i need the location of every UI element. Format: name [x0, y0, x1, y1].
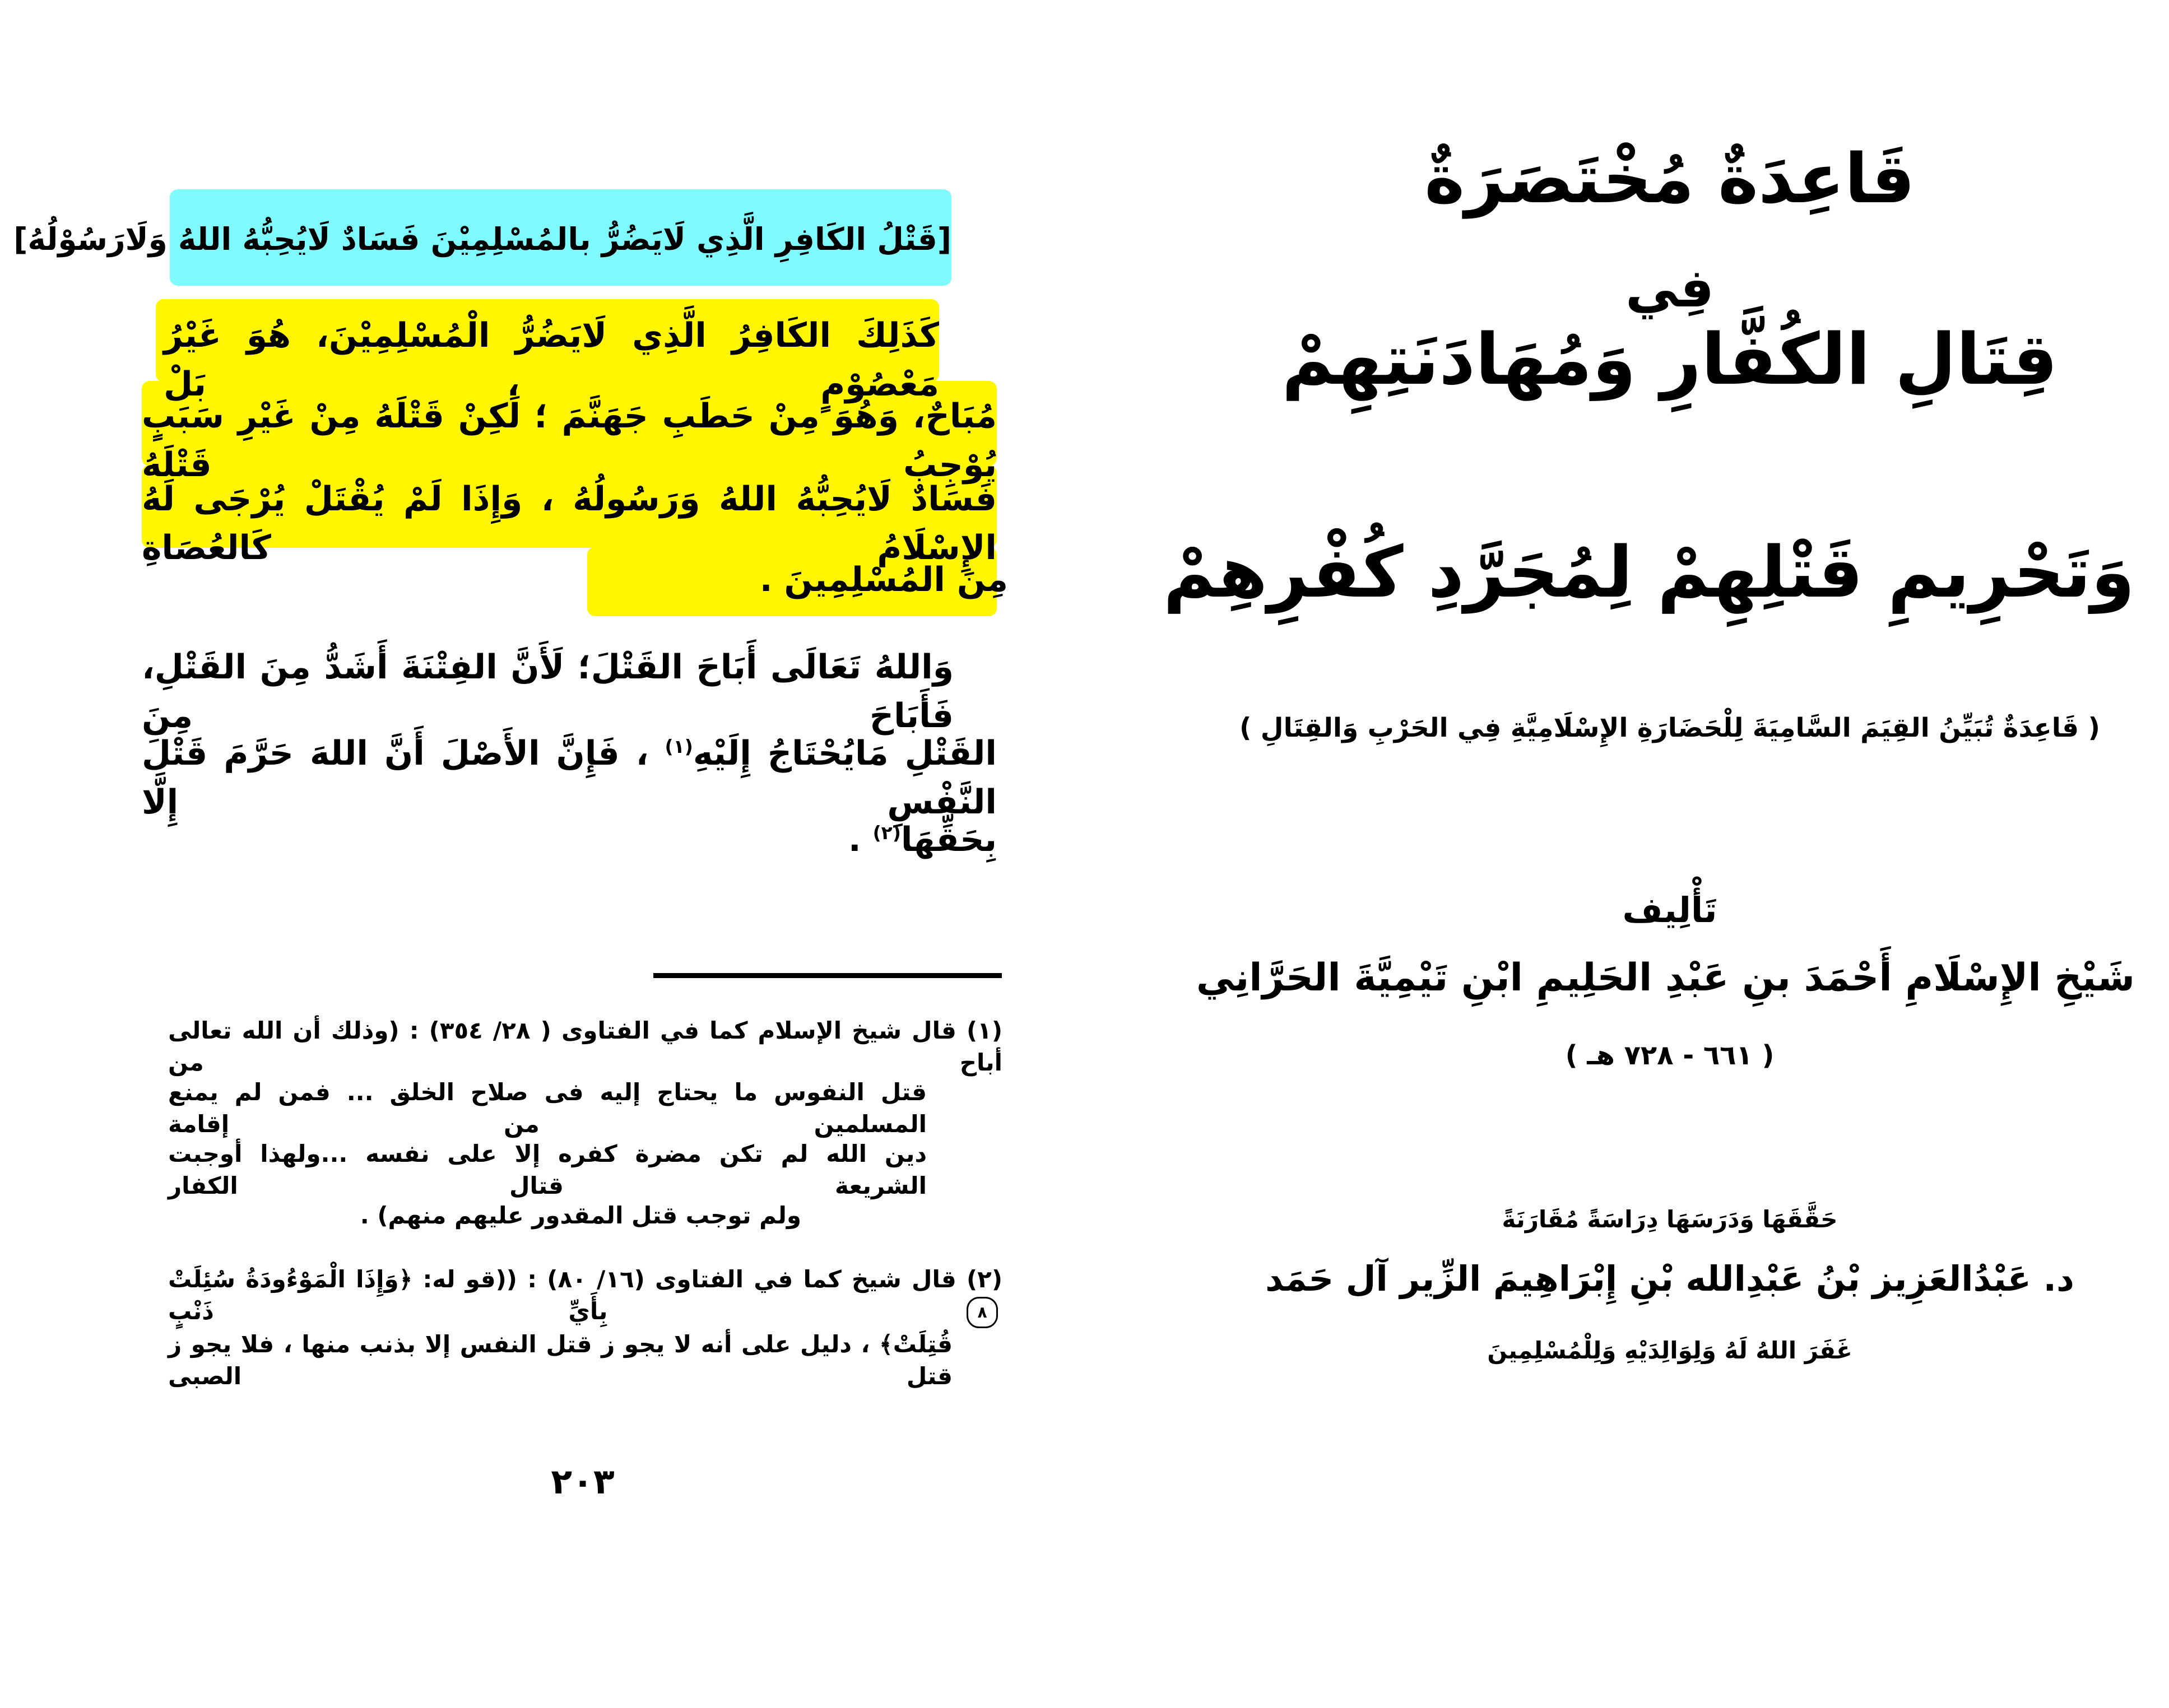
book-title-line-2: فِي	[1625, 258, 1715, 319]
footnote-reference-2: (٢)	[872, 822, 901, 844]
book-title-line-4: وَتَحْرِيمِ قَتْلِهِمْ لِمُجَرَّدِ كُفْرِهِمْ	[1163, 531, 2135, 613]
body-text: بِحَقِّهَا	[900, 820, 997, 859]
footnote-1-line: ولم توجب قتل المقدور عليهم منهم) .	[360, 1202, 801, 1229]
left-page	[0, 0, 1084, 1708]
footnote-text: ، دليل على أنه لا يجو ز قتل النفس إلا بذنب منها ، فلا يجو ز قتل الصبى	[168, 1330, 953, 1390]
footnote-1-line: دين الله لم تكن مضرة كفره إلا على نفسه ...ولهذا أوجبت الشريعة قتال الكفار	[168, 1140, 927, 1199]
footnote-text: (٢) قال شيخ كما في الفتاوى (١٦/ ٨٠) : ((قو له:	[412, 1265, 1003, 1293]
quran-bracket-close: ﴾	[879, 1330, 893, 1358]
body-text: ، فَإِنَّ الأَصْلَ أَنَّ اللهَ حَرَّمَ قَتْلَ النَّفْسِ إِلَّا	[142, 734, 997, 822]
editor-intro: حَقَّقَهَا وَدَرَسَهَا دِرَاسَةً مُقَارَنَةً	[1502, 1206, 1838, 1233]
highlighted-paragraph-line: مِنَ المُسْلِمِينَ .	[759, 560, 1008, 599]
footnote-separator-rule	[653, 973, 1002, 978]
book-title-line-3: قِتَالِ الكُفَّارِ وَمُهَادَنَتِهِمْ	[1281, 318, 2058, 401]
quran-verse-text: بِأَيِّ ذَنْبٍ	[168, 1297, 962, 1325]
footnote-2-line	[168, 1329, 953, 1392]
body-paragraph-line: وَاللهُ تَعَالَى أَبَاحَ القَتْلَ؛ لَأَنَّ الفِتْنَةَ أَشَدُّ مِنَ القَتْلِ، فَأَبَاحَ مِنَ	[142, 648, 954, 736]
footnote-1-line: (١) قال شيخ الإسلام كما في الفتاوى ( ٢٨/ ٣٥٤) : (وذلك أن الله تعالى أباح من	[168, 1017, 1003, 1076]
right-title-page	[1163, 0, 2135, 1708]
author-dates: ( ٦٦١ - ٧٢٨ هـ )	[1565, 1040, 1775, 1071]
quran-verse-text: قُتِلَتْ	[893, 1330, 953, 1358]
byline-label: تَأْلِيف	[1622, 890, 1717, 930]
body-text: .	[848, 820, 873, 859]
editor-dua: غَفَرَ اللهُ لَهُ وَلِوَالِدَيْهِ وَلِلْمُسْلِمِينَ	[1487, 1337, 1852, 1364]
book-title-line-1: قَاعِدَةٌ مُخْتَصَرَةٌ	[1424, 139, 1915, 218]
body-paragraph-line	[142, 816, 997, 864]
footnote-reference-1: (١)	[665, 736, 693, 757]
editor-name: د. عَبْدُالعَزِيز بْنُ عَبْدِالله بْنِ إِبْرَاهِيمَ الزِّير آل حَمَد	[1265, 1258, 2074, 1299]
highlighted-paragraph-line: فَسَادٌ لَايُحِبُّهُ اللهُ وَرَسُولُهُ ، وَإِذَا لَمْ يُقْتَلْ يُرْجَى لَهُ الإِسْلَامُ كَالعُصَاةِ	[142, 480, 997, 567]
quran-verse-text: وَإِذَا الْمَوْءُودَةُ سُئِلَتْ	[168, 1265, 399, 1293]
ayah-number-rosette-icon: ٨	[967, 1297, 998, 1328]
quran-bracket-open: ﴿	[398, 1265, 413, 1293]
author-name: شَيْخِ الإِسْلَامِ أَحْمَدَ بنِ عَبْدِ الحَلِيمِ ابْنِ تَيْمِيَّةَ الحَرَّانِي	[1196, 956, 2135, 1000]
highlighted-paragraph-line: مُبَاحٌ، وَهُوَ مِنْ حَطَبِ جَهَنَّمَ ؛ لَكِنْ قَتْلَهُ مِنْ غَيْرِ سَبَبٍ يُوْجِبُ قَتْلَهُ	[142, 397, 997, 485]
highlighted-paragraph-line: كَذَلِكَ الكَافِرُ الَّذِي لَايَضُرُّ الْمُسْلِمِيْنَ، هُوَ غَيْرُ مَعْصُوْمٍ ، بَلْ	[164, 316, 939, 404]
book-subtitle: ( قَاعِدَةٌ تُبَيِّنُ القِيَمَ السَّامِيَةَ لِلْحَضَارَةِ الإِسْلَامِيَّةِ فِي الحَرْبِ وَالقِتَالِ )	[1239, 713, 2101, 743]
footnote-1-line: قتل النفوس ما يحتاج إليه فى صلاح الخلق ... فمن لم يمنع المسلمين من إقامة	[168, 1078, 927, 1138]
body-paragraph-line	[142, 729, 997, 827]
section-heading: [قَتْلُ الكَافِرِ الَّذِي لَايَضُرُّ بالمُسْلِمِيْنَ فَسَادٌ لَايُحِبُّهُ اللهُ وَلَارَسُوْلُهُ]	[13, 221, 951, 257]
footnote-2-line	[168, 1264, 1002, 1328]
page-number: ٢٠٣	[551, 1461, 615, 1502]
body-text: القَتْلِ مَايُحْتَاجُ إِلَيْهِ	[693, 734, 997, 773]
